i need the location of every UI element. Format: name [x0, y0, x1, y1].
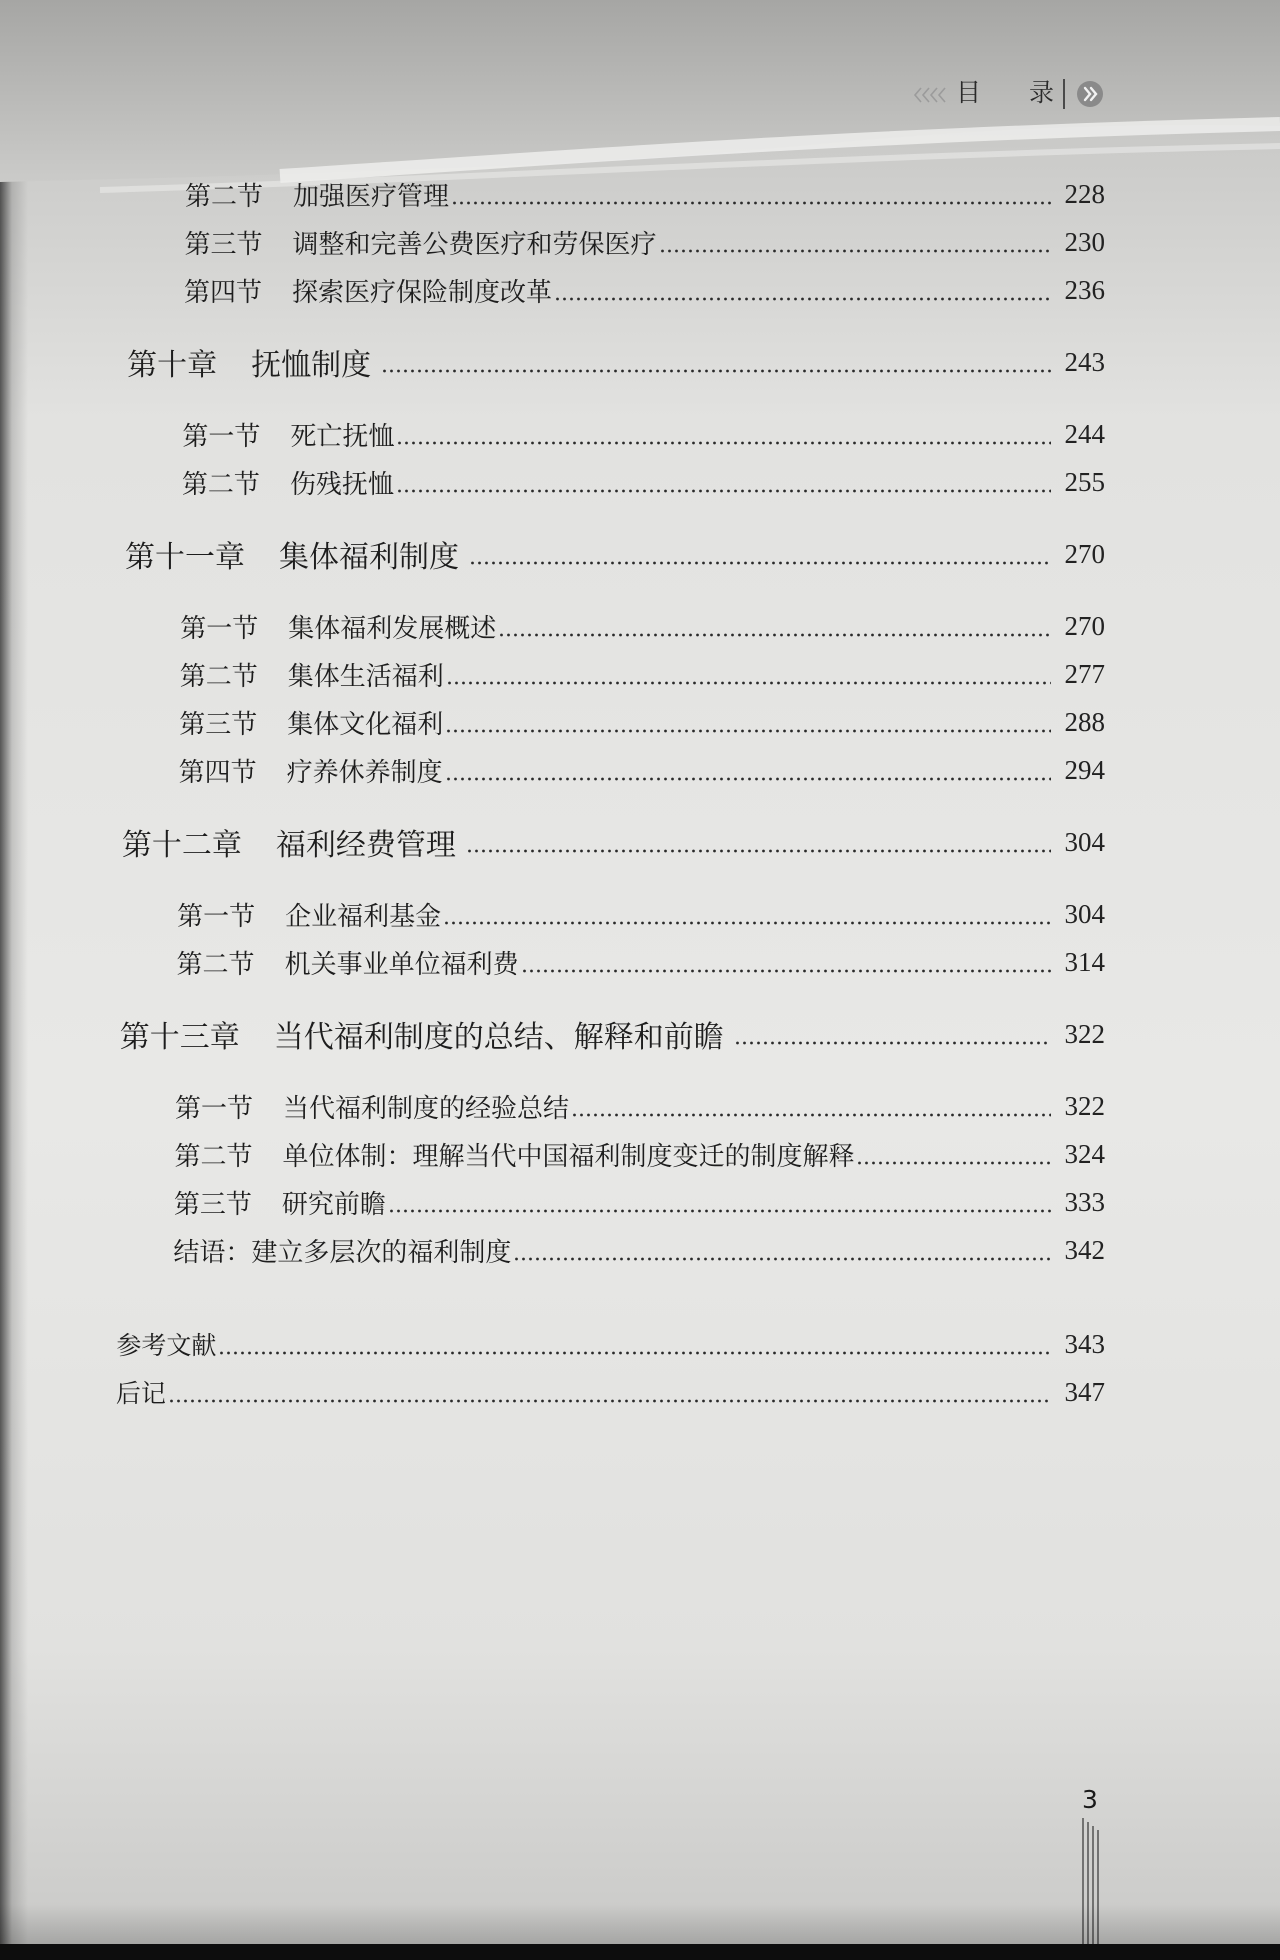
page-number: 324 [1064, 1138, 1105, 1169]
toc-entry-section [0, 170, 1105, 218]
leader-dots [554, 297, 1051, 301]
toc-entry-section [0, 698, 1105, 746]
section-number: 第一节 [174, 1093, 253, 1124]
leader-dots [396, 489, 1051, 493]
page-number: 236 [1064, 274, 1105, 305]
section-title: 集体福利发展概述 [288, 613, 497, 644]
toc-entry-chapter [0, 530, 1105, 578]
leader-dots [218, 1351, 1051, 1355]
section-title: 疗养休养制度 [286, 757, 443, 788]
bottom-shadow [0, 1904, 1280, 1944]
page-number: 333 [1064, 1186, 1105, 1217]
toc-entry-section [0, 458, 1105, 506]
leader-dots [388, 1209, 1051, 1213]
section-number: 第四节 [183, 277, 262, 308]
page-number: 243 [1064, 346, 1105, 377]
page-number: 314 [1064, 946, 1105, 977]
toc-entry-section [0, 650, 1105, 698]
section-title: 企业福利基金 [285, 901, 442, 932]
chapter-title: 福利经费管理 [275, 828, 456, 863]
section-title: 集体生活福利 [287, 661, 444, 692]
page-number: 294 [1064, 754, 1105, 785]
leader-dots [443, 921, 1051, 925]
section-title: 集体文化福利 [287, 709, 444, 740]
page-number: 277 [1064, 658, 1105, 689]
double-chevron-right-circle-icon [1076, 80, 1104, 108]
page-number: 270 [1064, 610, 1105, 641]
toc-entry-section [0, 1082, 1105, 1130]
chevrons-left-icon [912, 84, 952, 106]
leader-dots [521, 969, 1051, 973]
page-number: 347 [1064, 1376, 1105, 1407]
section-number: 第一节 [177, 901, 256, 932]
leader-dots [466, 849, 1051, 853]
chapter-number: 第十二章 [121, 828, 242, 863]
chapter-number: 第十章 [127, 348, 218, 383]
toc-entry-conclusion [0, 1226, 1105, 1274]
toc-entry-section [0, 1178, 1105, 1226]
bottom-dark-edge [0, 1944, 1280, 1960]
toc-entry-chapter [0, 818, 1105, 866]
section-number: 第一节 [180, 613, 259, 644]
section-number: 第三节 [179, 709, 258, 740]
page-number: 244 [1064, 418, 1105, 449]
page-number: 288 [1064, 706, 1105, 737]
section-number: 第三节 [184, 229, 263, 260]
section-title: 当代福利制度的经验总结 [282, 1093, 569, 1124]
section-number: 第二节 [176, 949, 255, 980]
folio-page-number: 3 [1082, 1785, 1098, 1814]
toc-entry-section [0, 410, 1105, 458]
section-number: 第三节 [173, 1189, 252, 1220]
running-header-title: 目 录 [956, 78, 1054, 107]
references-title: 参考文献 [116, 1331, 217, 1360]
leader-dots [168, 1399, 1051, 1403]
leader-dots [445, 729, 1051, 733]
chapter-title: 抚恤制度 [251, 348, 372, 383]
section-title: 加强医疗管理 [293, 181, 450, 212]
leader-dots [498, 633, 1051, 637]
section-number: 第二节 [181, 469, 260, 500]
section-title: 研究前瞻 [281, 1189, 386, 1220]
section-number: 第二节 [179, 661, 258, 692]
leader-dots [446, 681, 1051, 685]
toc-entry-section [0, 890, 1105, 938]
page-number: 304 [1064, 826, 1105, 857]
section-title: 探索医疗保险制度改革 [291, 277, 552, 308]
leader-dots [571, 1113, 1051, 1117]
chapter-number: 第十三章 [119, 1020, 240, 1055]
toc-entry-section [0, 602, 1105, 650]
chapter-number: 第十一章 [125, 540, 246, 575]
page-number: 270 [1064, 538, 1105, 569]
chapter-title: 当代福利制度的总结、解释和前瞻 [273, 1020, 724, 1055]
toc-entry-section [0, 938, 1105, 986]
section-title: 单位体制：理解当代中国福利制度变迁的制度解释 [282, 1141, 855, 1172]
toc-entry-section [0, 746, 1105, 794]
leader-dots [856, 1161, 1051, 1165]
section-number: 第四节 [178, 757, 257, 788]
page-number: 342 [1064, 1234, 1105, 1265]
leader-dots [445, 777, 1051, 781]
chapter-title: 集体福利制度 [279, 540, 460, 575]
section-number: 第二节 [185, 181, 264, 212]
toc-entry-section [0, 266, 1105, 314]
section-title: 机关事业单位福利费 [284, 949, 519, 980]
page-number: 255 [1064, 466, 1105, 497]
leader-dots [513, 1257, 1051, 1261]
section-number: 第二节 [174, 1141, 253, 1172]
table-of-contents [0, 170, 1105, 1416]
page-number: 343 [1064, 1328, 1105, 1359]
page-number: 304 [1064, 898, 1105, 929]
page-number: 322 [1064, 1018, 1105, 1049]
section-title: 死亡抚恤 [290, 421, 395, 452]
conclusion-title: 结语：建立多层次的福利制度 [173, 1237, 512, 1268]
page-number: 322 [1064, 1090, 1105, 1121]
section-title: 伤残抚恤 [289, 469, 394, 500]
page-number: 228 [1064, 178, 1105, 209]
section-title: 调整和完善公费医疗和劳保医疗 [292, 229, 657, 260]
leader-dots [396, 441, 1051, 445]
header-divider [1063, 79, 1065, 109]
leader-dots [659, 249, 1052, 253]
toc-entry-chapter [0, 338, 1105, 386]
toc-entry-section [0, 218, 1105, 266]
leader-dots [469, 561, 1051, 565]
page-number: 230 [1064, 226, 1105, 257]
toc-entry-afterword [0, 1368, 1105, 1416]
leader-dots [734, 1041, 1051, 1045]
afterword-title: 后记 [115, 1379, 166, 1408]
section-number: 第一节 [182, 421, 261, 452]
toc-entry-section [0, 1130, 1105, 1178]
leader-dots [381, 369, 1051, 373]
toc-entry-chapter [0, 1010, 1105, 1058]
toc-entry-references [0, 1320, 1105, 1368]
leader-dots [451, 201, 1051, 205]
